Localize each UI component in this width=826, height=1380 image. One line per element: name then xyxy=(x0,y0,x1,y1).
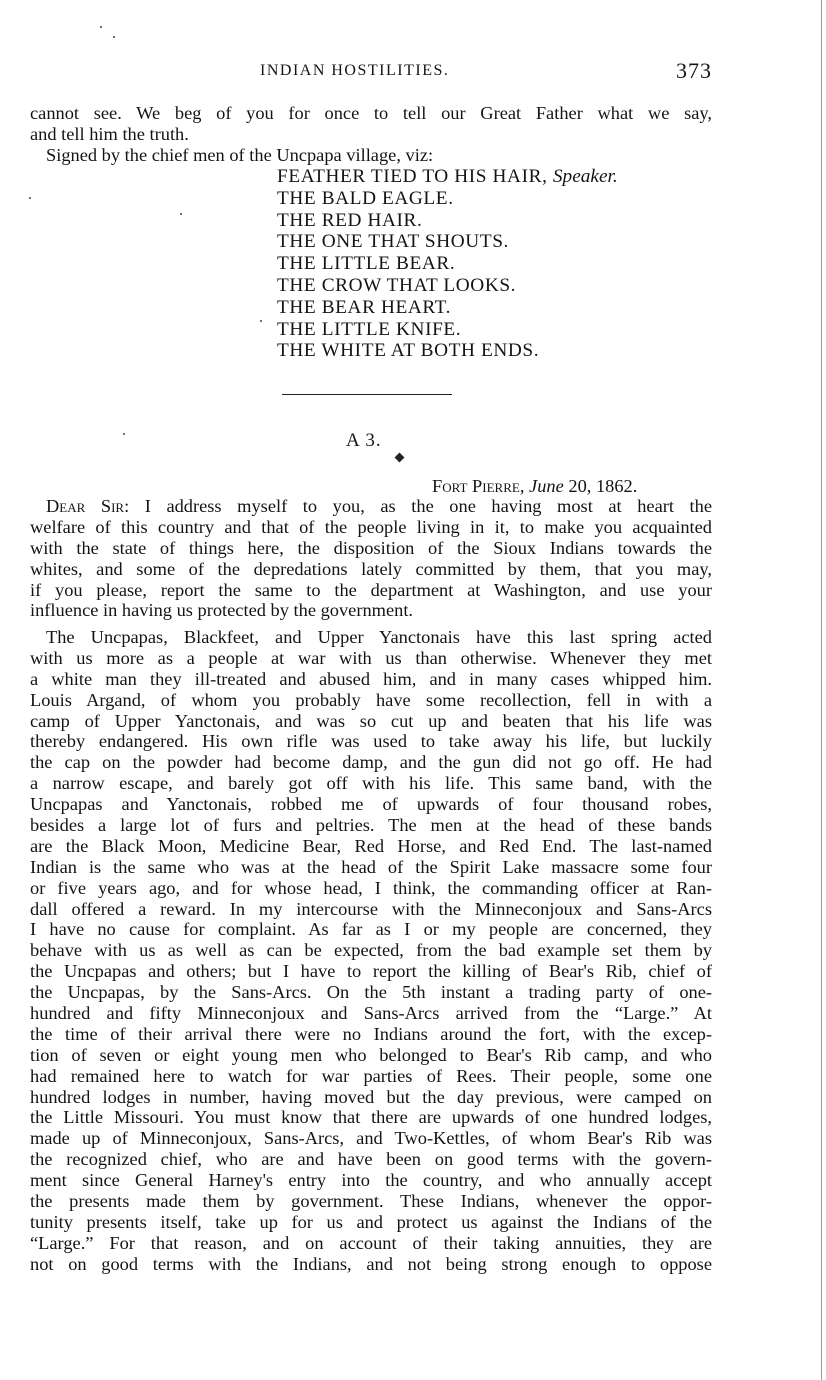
text-line: the recognized chief, who are and have been on good terms with the govern- xyxy=(30,1149,712,1170)
text-line: ment since General Harney's entry into the country, and who annually accept xyxy=(30,1170,712,1191)
text-line: or five years ago, and for whose head, I think, the commanding officer at Ran- xyxy=(30,877,712,898)
text-line-rest: : I address myself to you, as the one having most at heart the xyxy=(124,496,712,516)
salutation: Dear Sir xyxy=(46,496,125,516)
running-head: INDIAN HOSTILITIES. xyxy=(260,62,450,79)
signer-name: THE LITTLE KNIFE. xyxy=(277,318,462,340)
text-line: hundred lodges in number, having moved but the day previous, were camped on xyxy=(30,1086,712,1107)
text-line: with the state of things here, the disposition of the Sioux Indians towards the xyxy=(30,537,712,558)
letter-paragraph-1 xyxy=(30,496,712,621)
signer-name: THE WHITE AT BOTH ENDS. xyxy=(277,340,540,362)
scan-speck xyxy=(123,433,125,435)
text-line: are the Black Moon, Medicine Bear, Red Horse, and Red End. The last-named xyxy=(30,835,712,856)
scan-speck xyxy=(29,197,31,199)
text-line: Indian is the same who was at the head of the Spirit Lake massacre some four xyxy=(30,856,712,877)
letter-paragraph-2 xyxy=(30,627,712,1275)
text-line xyxy=(30,496,712,517)
text-line: behave with us as well as can be expected, from the bad example set them by xyxy=(30,940,712,961)
text-line: if you please, report the same to the department at Washington, and use your xyxy=(30,579,712,600)
scan-speck xyxy=(100,26,102,28)
text-line: the cap on the powder had become damp, and the gun did not go off. He had xyxy=(30,752,712,773)
text-line: thereby endangered. His own rifle was used to take away his life, but luckily xyxy=(30,731,712,752)
text-line: influence in having us protected by the government. xyxy=(30,600,414,621)
text-line: a white man they ill-treated and abused him, and in many cases whipped him. xyxy=(30,668,712,689)
text-line: Uncpapas and Yanctonais, robbed me of upwards of four thousand robes, xyxy=(30,794,712,815)
text-line: welfare of this country and that of the people living in it, to make you acquainted xyxy=(30,516,712,537)
signers-list xyxy=(277,166,727,362)
section-heading: A 3. xyxy=(346,430,382,451)
text-line: a narrow escape, and barely got off with his life. This same band, with the xyxy=(30,773,712,794)
text-line: camp of Upper Yanctonais, and was so cut up and beaten that his life was xyxy=(30,710,712,731)
signer-name: THE BEAR HEART. xyxy=(277,296,452,318)
dateline-month: June xyxy=(529,476,564,496)
signer-name: THE ONE THAT SHOUTS. xyxy=(277,231,509,253)
text-line: the presents made them by government. These Indians, whenever the oppor- xyxy=(30,1191,712,1212)
dateline-place: Fort Pierre, xyxy=(432,476,525,496)
signed-by-line: Signed by the chief men of the Uncpapa village, viz: xyxy=(46,144,434,165)
page-number: 373 xyxy=(676,58,712,83)
text-line: tunity presents itself, take up for us and protect us against the Indians of the xyxy=(30,1211,712,1232)
scan-speck xyxy=(113,36,115,38)
text-line: dall offered a reward. In my intercourse with the Minneconjoux and Sans-Arcs xyxy=(30,898,712,919)
signer-name: THE CROW THAT LOOKS. xyxy=(277,274,517,296)
intro-block xyxy=(30,103,712,166)
text-line: The Uncpapas, Blackfeet, and Upper Yanctonais have this last spring acted xyxy=(46,627,712,647)
text-line: cannot see. We beg of you for once to tell our Great Father what we say, xyxy=(30,103,712,123)
text-line: made up of Minneconjoux, Sans-Arcs, and Two-Kettles, of whom Bear's Rib was xyxy=(30,1128,712,1149)
signer-name xyxy=(277,166,727,188)
text-line: had remained here to watch for war parties of Rees. Their people, some one xyxy=(30,1065,712,1086)
text-line: Louis Argand, of whom you probably have some recollection, fell in with a xyxy=(30,689,712,710)
signer-name: THE BALD EAGLE. xyxy=(277,187,454,209)
page-edge xyxy=(821,0,822,1380)
text-line: tion of seven or eight young men who belonged to Bear's Rib camp, and who xyxy=(30,1044,712,1065)
signer-role: Speaker. xyxy=(552,166,618,187)
dateline-day-year: 20, 1862. xyxy=(568,476,638,496)
signer-name: THE RED HAIR. xyxy=(277,209,423,231)
text-line: the Little Missouri. You must know that there are upwards of one hundred lodges, xyxy=(30,1107,712,1128)
page-header xyxy=(0,58,826,88)
text-line: hundred and fifty Minneconjoux and Sans-Arcs arrived from the “Large.” At xyxy=(30,1003,712,1024)
text-line: and tell him the truth. xyxy=(30,123,189,144)
ornament-icon xyxy=(395,453,405,463)
text-line: the time of their arrival there were no Indians around the fort, with the excep- xyxy=(30,1023,712,1044)
signer-name: THE LITTLE BEAR. xyxy=(277,253,456,275)
section-divider xyxy=(282,394,452,395)
scan-speck xyxy=(260,320,262,322)
scan-speck xyxy=(180,213,182,215)
dateline xyxy=(432,476,637,497)
text-line: the Uncpapas, by the Sans-Arcs. On the 5th instant a trading party of one- xyxy=(30,982,712,1003)
text-line: “Large.” For that reason, and on account of their taking annuities, they are xyxy=(30,1232,712,1253)
text-line: I have no cause for complaint. As far as I or my people are concerned, they xyxy=(30,919,712,940)
text-line: whites, and some of the depredations lately committed by them, that you may, xyxy=(30,558,712,579)
text-line: besides a large lot of furs and peltries. The men at the head of these bands xyxy=(30,815,712,836)
text-line: not on good terms with the Indians, and not being strong enough to oppose xyxy=(30,1253,712,1274)
signer-name-text: FEATHER TIED TO HIS HAIR, xyxy=(277,166,548,187)
text-line: the Uncpapas and others; but I have to report the killing of Bear's Rib, chief of xyxy=(30,961,712,982)
text-line: with us more as a people at war with us than otherwise. Whenever they met xyxy=(30,647,712,668)
